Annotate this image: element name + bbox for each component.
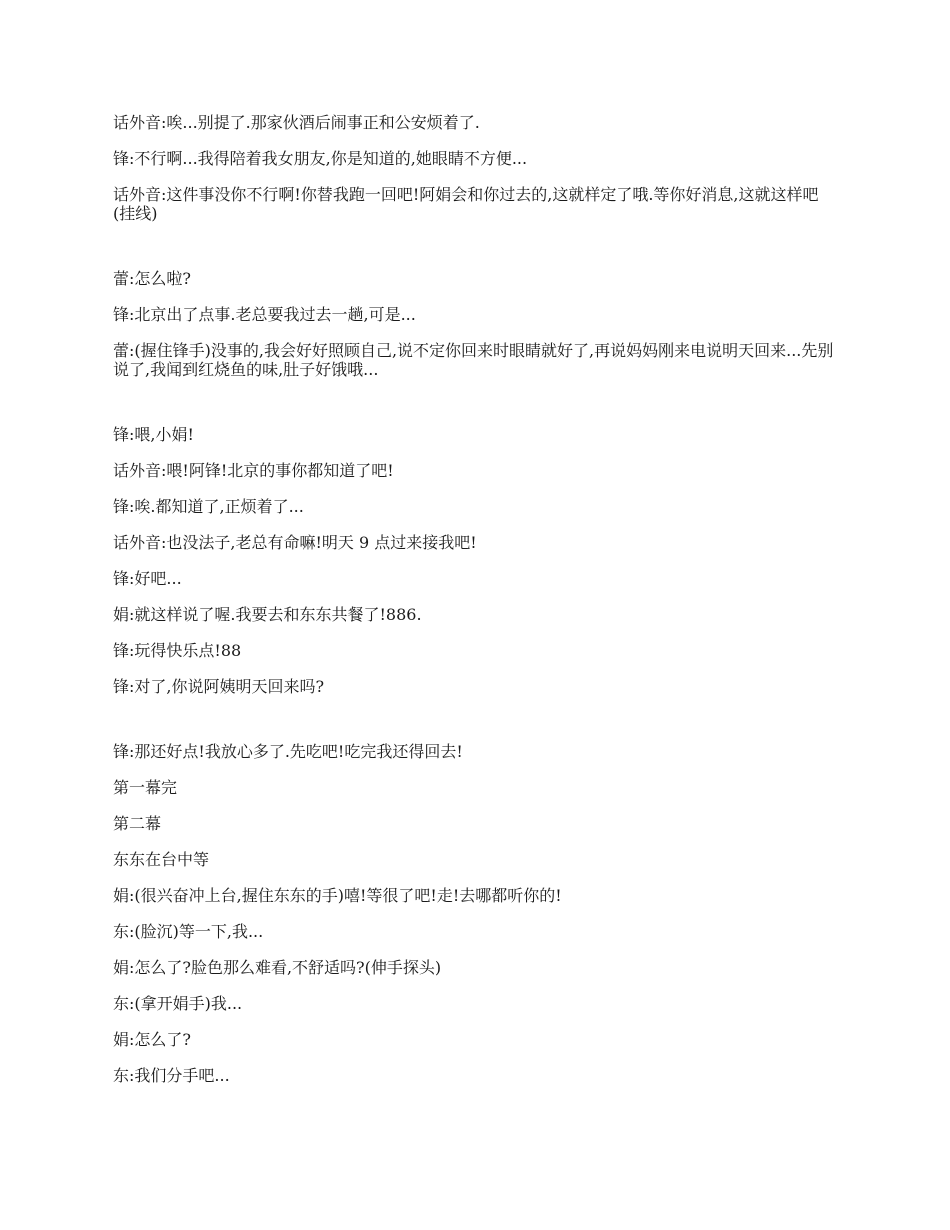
script-line: 锋:那还好点!我放心多了.先吃吧!吃完我还得回去! <box>113 742 463 761</box>
script-line: 蕾:(握住锋手)没事的,我会好好照顾自己,说不定你回来时眼睛就好了,再说妈妈刚来电说明天回来...先别说了,我闻到红烧鱼的味,肚子好饿哦... <box>113 341 834 379</box>
script-line: 娟:(很兴奋冲上台,握住东东的手)嘻!等很了吧!走!去哪都听你的! <box>113 886 562 905</box>
script-line: 话外音:这件事没你不行啊!你替我跑一回吧!阿娟会和你过去的,这就样定了哦.等你好消息,这就这样吧(挂线) <box>113 185 819 223</box>
script-line: 话外音:唉...别提了.那家伙酒后闹事正和公安烦着了. <box>113 113 480 132</box>
script-line: 锋:喂,小娟! <box>113 425 194 444</box>
stage-direction: 东东在台中等 <box>113 850 210 869</box>
script-line: 娟:怎么了? <box>113 1030 191 1049</box>
script-line: 话外音:也没法子,老总有命嘛!明天 9 点过来接我吧! <box>113 533 477 552</box>
script-line: 锋:对了,你说阿姨明天回来吗? <box>113 677 325 696</box>
script-line: 锋:北京出了点事.老总要我过去一趟,可是... <box>113 305 416 324</box>
script-line: 锋:唉.都知道了,正烦着了... <box>113 497 304 516</box>
script-line: 东:(拿开娟手)我... <box>113 994 243 1013</box>
script-line: 娟:就这样说了喔.我要去和东东共餐了!886. <box>113 605 422 624</box>
script-text-body <box>113 113 838 1102</box>
act-heading: 第二幕 <box>113 814 162 833</box>
script-line: 锋:好吧... <box>113 569 182 588</box>
script-line: 东:我们分手吧... <box>113 1066 230 1085</box>
script-line: 娟:怎么了?脸色那么难看,不舒适吗?(伸手探头) <box>113 958 442 977</box>
script-line: 锋:不行啊...我得陪着我女朋友,你是知道的,她眼睛不方便... <box>113 149 528 168</box>
script-line: 蕾:怎么啦? <box>113 269 191 288</box>
script-line: 东:(脸沉)等一下,我... <box>113 922 264 941</box>
act-end-heading: 第一幕完 <box>113 778 178 797</box>
script-line: 话外音:喂!阿锋!北京的事你都知道了吧! <box>113 461 394 480</box>
script-line: 锋:玩得快乐点!88 <box>113 641 242 660</box>
